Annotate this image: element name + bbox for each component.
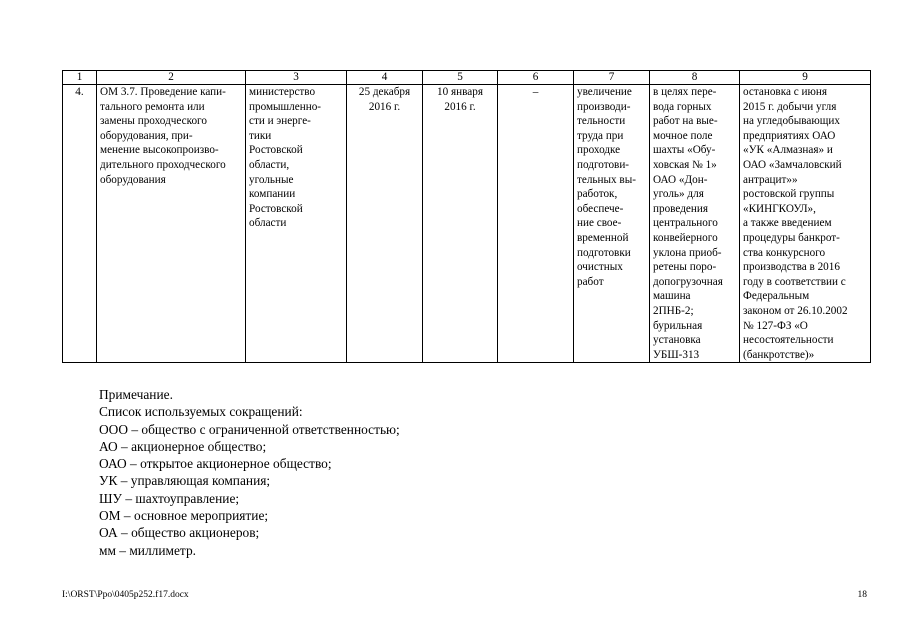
header-cell: 5 [423,71,498,85]
footer-page-number: 18 [857,590,867,600]
notes-item: мм – миллиметр. [99,542,196,558]
header-cell: 4 [347,71,423,85]
dash-cell: – [498,85,574,363]
footer-file-path: I:\ORST\Ppo\0405p252.f17.docx [62,590,189,600]
end-date-cell: 10 января 2016 г. [423,85,498,363]
notes-item: ОМ – основное мероприятие; [99,508,269,524]
header-cell: 2 [97,71,246,85]
header-row [63,71,871,85]
info-cell: в целях пере- вода горных работ на вые- мочное поле шахты «Обу- ховская № 1» ОАО «Дон- уголь» для проведения центрального конвейерного уклона приоб- ретены поро- допогрузочная машина 2ПНБ-2; бурильная установка УБШ-313 [650,85,740,363]
start-date-cell: 25 декабря 2016 г. [347,85,423,363]
header-cell: 8 [650,71,740,85]
notes-subtitle: Список используемых сокращений: [99,404,303,420]
header-cell: 6 [498,71,574,85]
header-cell: 3 [246,71,347,85]
notes-item: УК – управляющая компания; [99,473,271,489]
note-cell: остановка с июня 2015 г. добычи угля на угледобывающих предприятиях ОАО «УК «Алмазная» и ОАО «Замчаловский антрацит»» ростовской группы «КИНГКОУЛ», а также введением процедуры банкрот- ства конкурсного производства в 2016 году в соответствии с Федеральным законом от 26.10.2002 № 127-ФЗ «О несостоятельности (банкротстве)» [740,85,871,363]
notes-item: ШУ – шахтоуправление; [99,490,240,506]
measure-cell: ОМ 3.7. Проведение капи- тального ремонта или замены проходческого оборудования, при- менение высокопроизво- дительного проходческого оборудования [97,85,246,363]
notes-item: АО – акционерное общество; [99,438,267,454]
table-row [63,85,871,363]
notes-item: ОАО – открытое акционерное общество; [99,456,332,472]
notes-item: ОА – общество акционеров; [99,525,260,541]
header-cell: 7 [574,71,650,85]
notes-title: Примечание. [99,387,173,402]
header-cell: 9 [740,71,871,85]
header-cell: 1 [63,71,97,85]
notes-item: ООО – общество с ограниченной ответственностью; [99,421,400,437]
abbreviations-notes [99,386,400,559]
row-number-cell: 4. [63,85,97,363]
responsible-cell: министерство промышленно- сти и энерге- тики Ростовской области, угольные компании Ростовской области [246,85,347,363]
program-table [62,70,871,363]
result-cell: увеличение производи- тельности труда при проходке подготови- тельных вы- работок, обеспече- ние свое- временной подготовки очистных работ [574,85,650,363]
